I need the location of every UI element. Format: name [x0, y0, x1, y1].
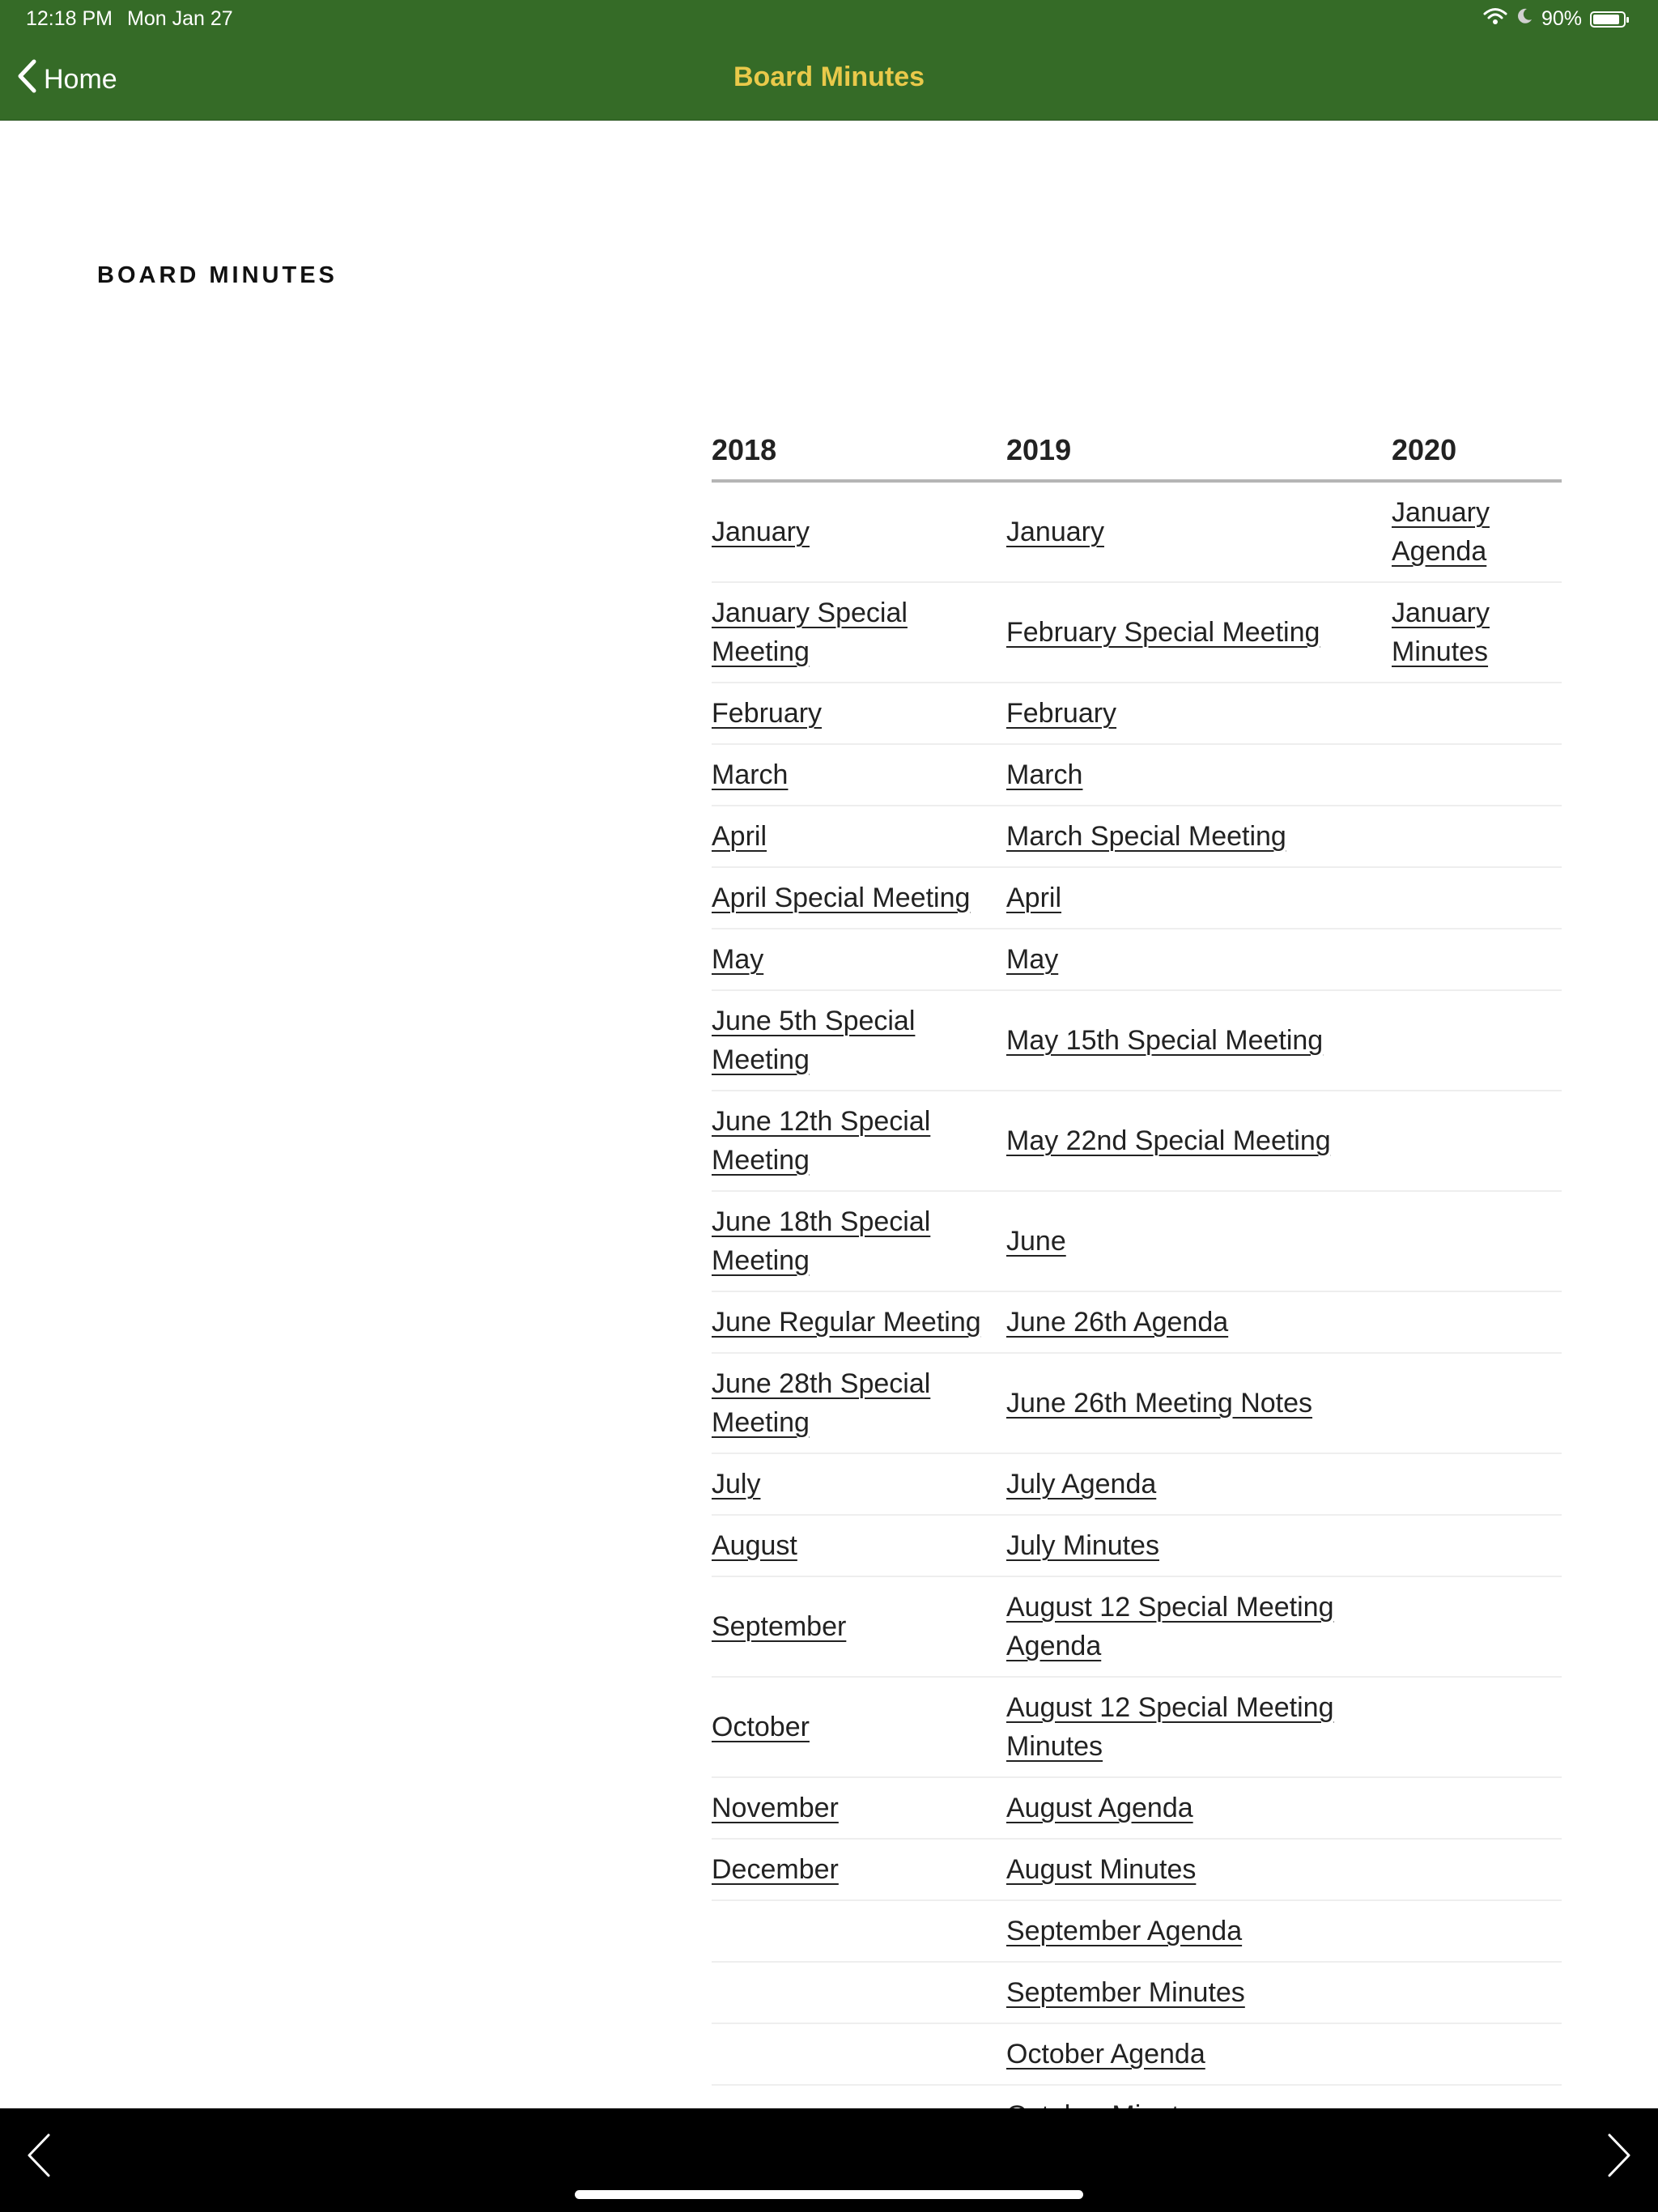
table-cell-2020 — [1392, 1353, 1562, 1453]
wifi-icon — [1483, 6, 1507, 32]
table-row — [712, 1839, 1562, 1900]
page-title: BOARD MINUTES — [97, 262, 338, 288]
minutes-link-2019[interactable]: July Minutes — [1006, 1530, 1159, 1561]
table-cell-2019 — [1006, 1091, 1392, 1191]
table-cell-2020 — [1392, 1191, 1562, 1291]
table-cell-2020 — [1392, 1576, 1562, 1677]
status-time: 12:18 PM — [26, 7, 113, 30]
chevron-left-icon — [23, 2169, 55, 2183]
status-bar — [0, 0, 1658, 39]
table-cell-2018 — [712, 1576, 1006, 1677]
table-row — [712, 1091, 1562, 1191]
minutes-link-2018[interactable]: July — [712, 1469, 761, 1499]
minutes-link-2018[interactable]: March — [712, 759, 789, 790]
minutes-link-2019[interactable]: February — [1006, 698, 1117, 729]
minutes-link-2018[interactable]: June Regular Meeting — [712, 1307, 981, 1338]
minutes-link-2018[interactable]: August — [712, 1530, 797, 1561]
minutes-link-2018[interactable]: November — [712, 1793, 839, 1823]
table-cell-2018 — [712, 1839, 1006, 1900]
status-indicators — [1483, 6, 1626, 32]
moon-icon — [1516, 7, 1533, 31]
table-cell-2020 — [1392, 1677, 1562, 1777]
table-row — [712, 1353, 1562, 1453]
minutes-link-2019[interactable]: June 26th Agenda — [1006, 1307, 1229, 1338]
minutes-table — [712, 421, 1562, 2147]
minutes-link-2019[interactable]: January — [1006, 517, 1104, 547]
nav-title: Board Minutes — [733, 62, 925, 92]
chevron-right-icon — [1603, 2169, 1635, 2183]
column-header-2018: 2018 — [712, 421, 1006, 481]
table-cell-2018 — [712, 1453, 1006, 1515]
table-cell-2020 — [1392, 1962, 1562, 2023]
table-cell-2018 — [712, 683, 1006, 744]
minutes-link-2019[interactable]: February Special Meeting — [1006, 617, 1320, 648]
minutes-link-2018[interactable]: January — [712, 517, 810, 547]
bottom-toolbar — [0, 2108, 1658, 2212]
table-cell-2019 — [1006, 744, 1392, 806]
minutes-link-2019[interactable]: April — [1006, 883, 1062, 913]
table-header-row — [712, 421, 1562, 481]
minutes-link-2019[interactable]: August 12 Special Meeting Agenda — [1006, 1592, 1334, 1661]
table-cell-2019 — [1006, 1677, 1392, 1777]
table-cell-2018 — [712, 1353, 1006, 1453]
table-row — [712, 1777, 1562, 1839]
table-cell-2020 — [1392, 2023, 1562, 2085]
back-label: Home — [44, 64, 117, 95]
minutes-link-2018[interactable]: January Special Meeting — [712, 598, 908, 667]
table-row — [712, 1453, 1562, 1515]
table-row — [712, 1900, 1562, 1962]
status-date: Mon Jan 27 — [127, 7, 233, 30]
minutes-link-2020[interactable]: January Minutes — [1392, 598, 1490, 667]
table-row — [712, 481, 1562, 582]
table-cell-2018 — [712, 744, 1006, 806]
navigation-bar — [0, 39, 1658, 121]
column-header-2020: 2020 — [1392, 421, 1562, 481]
table-cell-2019 — [1006, 1900, 1392, 1962]
minutes-link-2019[interactable]: September Minutes — [1006, 1977, 1245, 2008]
table-row — [712, 744, 1562, 806]
table-row — [712, 867, 1562, 929]
next-button[interactable] — [1603, 2131, 1635, 2184]
table-cell-2019 — [1006, 1962, 1392, 2023]
minutes-link-2019[interactable]: September Agenda — [1006, 1916, 1243, 1946]
minutes-link-2018[interactable]: April Special Meeting — [712, 883, 971, 913]
table-row — [712, 683, 1562, 744]
table-cell-2018 — [712, 1091, 1006, 1191]
table-cell-2018 — [712, 1677, 1006, 1777]
table-cell-2018 — [712, 1515, 1006, 1576]
table-cell-2018 — [712, 806, 1006, 867]
minutes-link-2019[interactable]: March Special Meeting — [1006, 821, 1286, 852]
minutes-link-2019[interactable]: July Agenda — [1006, 1469, 1157, 1499]
table-cell-2020 — [1392, 1091, 1562, 1191]
table-cell-2020 — [1392, 929, 1562, 990]
battery-percent: 90% — [1541, 7, 1582, 30]
table-cell-2019 — [1006, 1191, 1392, 1291]
table-cell-2020 — [1392, 1453, 1562, 1515]
column-header-2019: 2019 — [1006, 421, 1392, 481]
table-cell-2019 — [1006, 1839, 1392, 1900]
table-cell-2018 — [712, 1962, 1006, 2023]
table-cell-2018 — [712, 1900, 1006, 1962]
table-cell-2020 — [1392, 990, 1562, 1091]
table-cell-2020 — [1392, 1900, 1562, 1962]
minutes-link-2018[interactable]: October — [712, 1712, 810, 1742]
table-cell-2019 — [1006, 1777, 1392, 1839]
table-cell-2018 — [712, 1777, 1006, 1839]
minutes-link-2019[interactable]: August Agenda — [1006, 1793, 1193, 1823]
table-cell-2019 — [1006, 867, 1392, 929]
minutes-link-2020[interactable]: January Agenda — [1392, 497, 1490, 567]
table-row — [712, 1515, 1562, 1576]
table-cell-2019 — [1006, 481, 1392, 582]
minutes-link-2018[interactable]: April — [712, 821, 767, 852]
table-row — [712, 1962, 1562, 2023]
table-cell-2020 — [1392, 744, 1562, 806]
minutes-link-2019[interactable]: August 12 Special Meeting Minutes — [1006, 1692, 1334, 1762]
minutes-link-2018[interactable]: June 28th Special Meeting — [712, 1368, 931, 1438]
table-body — [712, 481, 1562, 2146]
table-row — [712, 2023, 1562, 2085]
previous-button[interactable] — [23, 2131, 55, 2184]
minutes-link-2018[interactable]: September — [712, 1611, 847, 1642]
table-cell-2018 — [712, 867, 1006, 929]
battery-icon — [1590, 11, 1626, 28]
table-row — [712, 1677, 1562, 1777]
table-cell-2018 — [712, 481, 1006, 582]
table-row — [712, 1191, 1562, 1291]
table-cell-2019 — [1006, 1353, 1392, 1453]
minutes-link-2019[interactable]: May 15th Special Meeting — [1006, 1025, 1324, 1056]
table-cell-2018 — [712, 1191, 1006, 1291]
table-cell-2019 — [1006, 2023, 1392, 2085]
table-cell-2020 — [1392, 1839, 1562, 1900]
table-row — [712, 1576, 1562, 1677]
minutes-link-2019[interactable]: June 26th Meeting Notes — [1006, 1388, 1313, 1419]
table-cell-2019 — [1006, 929, 1392, 990]
table-row — [712, 582, 1562, 683]
table-cell-2018 — [712, 2023, 1006, 2085]
minutes-link-2019[interactable]: June — [1006, 1226, 1066, 1257]
minutes-link-2018[interactable]: December — [712, 1854, 839, 1885]
table-cell-2020 — [1392, 867, 1562, 929]
table-row — [712, 806, 1562, 867]
table-row — [712, 990, 1562, 1091]
table-cell-2019 — [1006, 1515, 1392, 1576]
table-cell-2020 — [1392, 683, 1562, 744]
table-row — [712, 929, 1562, 990]
table-cell-2020 — [1392, 1291, 1562, 1353]
table-cell-2020 — [1392, 1515, 1562, 1576]
minutes-link-2018[interactable]: June 12th Special Meeting — [712, 1106, 931, 1176]
minutes-link-2019[interactable]: August Minutes — [1006, 1854, 1197, 1885]
table-cell-2019 — [1006, 1453, 1392, 1515]
table-cell-2020 — [1392, 481, 1562, 582]
table-cell-2019 — [1006, 1291, 1392, 1353]
table-cell-2019 — [1006, 683, 1392, 744]
minutes-link-2019[interactable]: March — [1006, 759, 1083, 790]
minutes-link-2019[interactable]: October Agenda — [1006, 2039, 1205, 2069]
minutes-link-2019[interactable]: May 22nd Special Meeting — [1006, 1125, 1331, 1156]
table-cell-2020 — [1392, 582, 1562, 683]
table-cell-2018 — [712, 1291, 1006, 1353]
table-cell-2019 — [1006, 1576, 1392, 1677]
table-cell-2020 — [1392, 806, 1562, 867]
table-cell-2019 — [1006, 582, 1392, 683]
table-row — [712, 1291, 1562, 1353]
home-indicator[interactable] — [575, 2190, 1083, 2199]
table-cell-2018 — [712, 582, 1006, 683]
minutes-link-2018[interactable]: June 5th Special Meeting — [712, 1006, 916, 1075]
table-cell-2018 — [712, 990, 1006, 1091]
minutes-link-2019[interactable]: May — [1006, 944, 1059, 975]
minutes-link-2018[interactable]: February — [712, 698, 823, 729]
table-cell-2020 — [1392, 1777, 1562, 1839]
table-cell-2019 — [1006, 806, 1392, 867]
table-cell-2018 — [712, 929, 1006, 990]
minutes-link-2018[interactable]: May — [712, 944, 764, 975]
table-cell-2019 — [1006, 990, 1392, 1091]
minutes-link-2018[interactable]: June 18th Special Meeting — [712, 1206, 931, 1276]
